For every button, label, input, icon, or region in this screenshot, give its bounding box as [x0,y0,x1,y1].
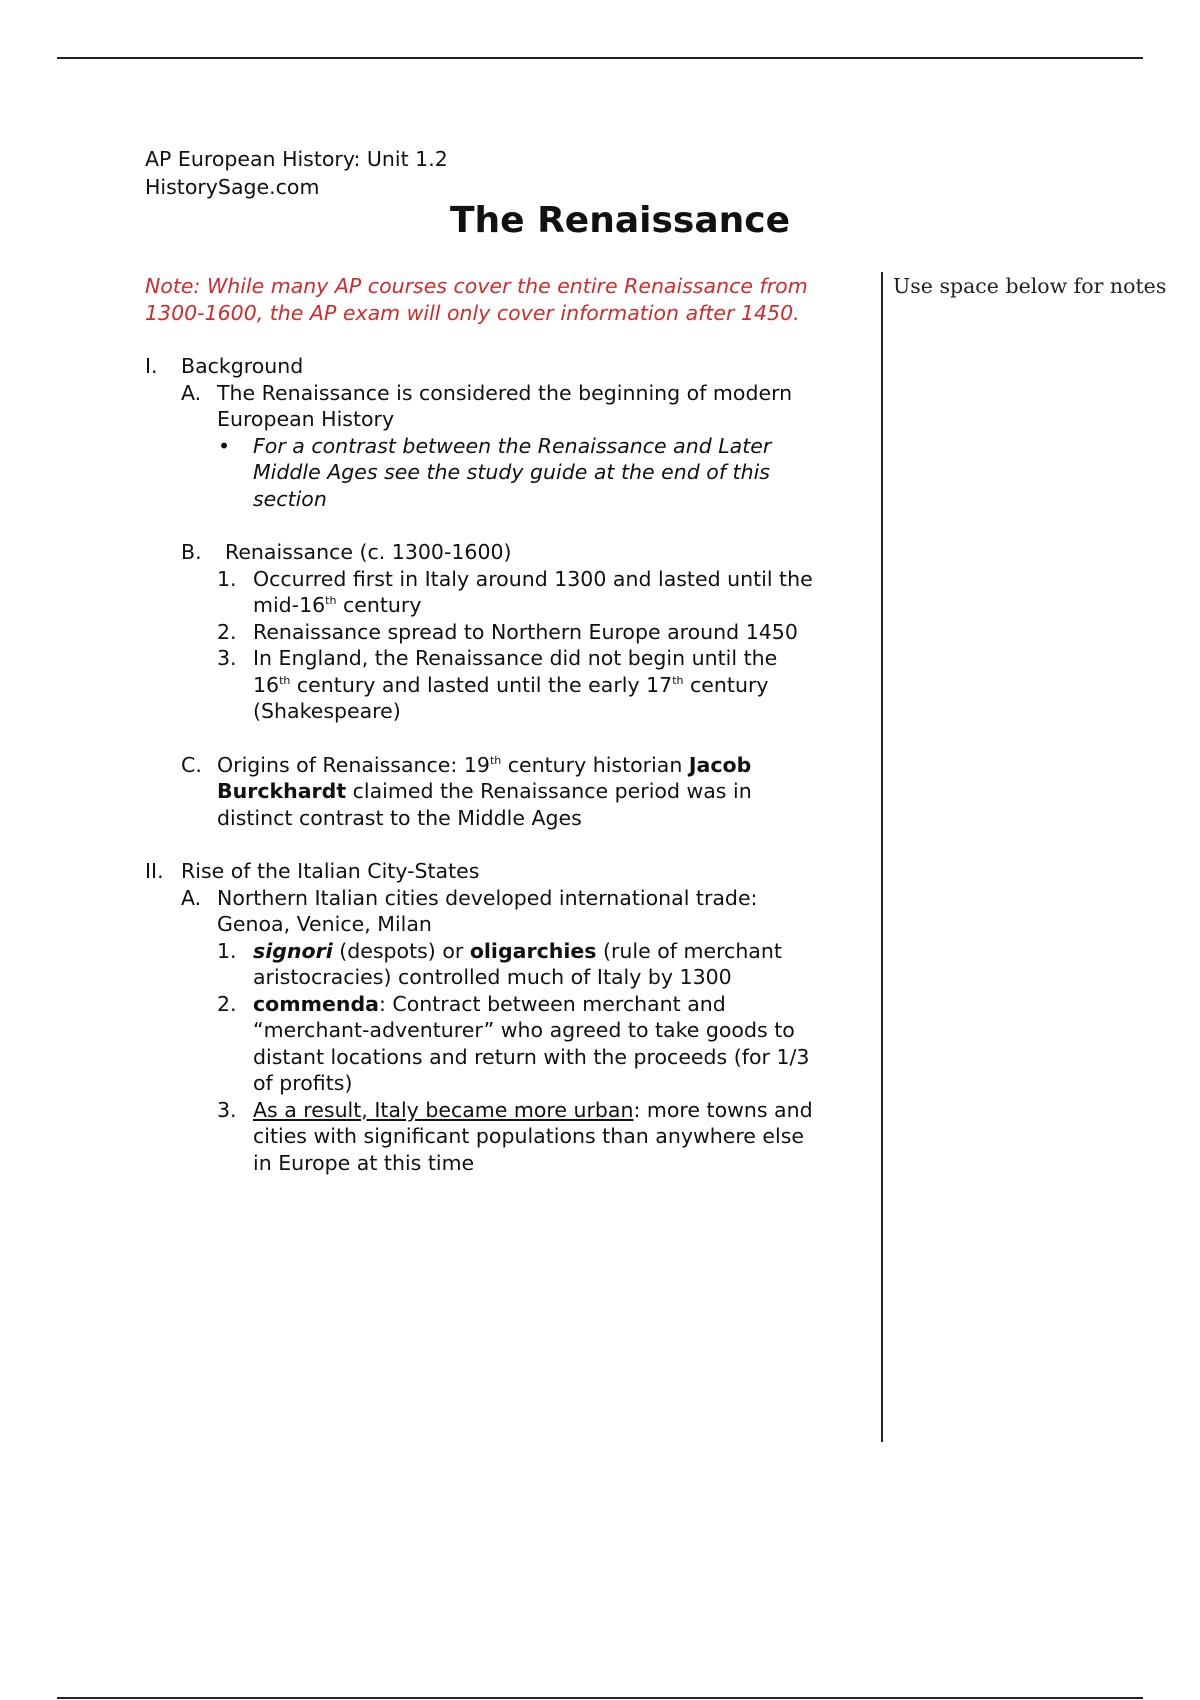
item-text: mid-16th century [253,593,422,617]
notes-divider [881,272,883,1442]
item-text: 16th century and lasted until the early 17th century [253,672,769,697]
outline-marker: I. [145,354,158,378]
item-text: European History [217,407,395,431]
item-text: Origins of Renaissance: 19th century historian Jacob [217,752,752,777]
item-text: section [253,486,327,511]
section-title: Background [181,354,304,378]
note-line: 1300-1600, the AP exam will only cover information after 1450. [145,300,800,325]
item-text: distinct contrast to the Middle Ages [217,805,582,830]
outline-item [145,380,873,407]
item-text: cities with significant populations than anywhere else [253,1124,805,1148]
item-text: “merchant-adventurer” who agreed to take goods to [253,1018,795,1042]
item-text: Northern Italian cities developed international trade: [217,885,758,910]
underlined-phrase: As a result, Italy became more urban [253,1097,634,1122]
numbered-item [145,938,873,965]
item-text: As a result, Italy became more urban: more towns and [253,1097,813,1122]
outline-marker: A. [181,380,202,405]
item-text: Genoa, Venice, Milan [217,912,432,936]
page-title: The Renaissance [449,200,791,241]
item-text: In England, the Renaissance did not begin until the [253,646,778,670]
outline-marker: 3. [217,646,237,670]
document-header [145,145,448,201]
numbered-item [145,645,873,672]
numbered-item [145,1097,873,1124]
outline-item [145,539,873,566]
section-heading [145,858,873,885]
item-text: Renaissance spread to Northern Europe around 1450 [253,619,798,644]
historian-name: Burckhardt [217,779,347,803]
note-line: Note: While many AP courses cover the entire Renaissance from [145,274,808,298]
outline-item [145,752,873,779]
bullet-icon: • [218,433,231,458]
item-text: Occurred first in Italy around 1300 and lasted until the [253,566,813,591]
outline-marker: A. [181,885,202,910]
bottom-rule [57,1697,1143,1699]
item-text: in Europe at this time [253,1150,475,1175]
outline-marker: 1. [217,938,237,963]
item-text: (Shakespeare) [253,699,401,723]
item-text: Renaissance (c. 1300-1600) [225,540,512,564]
item-text: aristocracies) controlled much of Italy by 1300 [253,965,732,989]
item-text: For a contrast between the Renaissance and Later [253,433,772,458]
bullet-item [145,433,873,460]
item-text: Middle Ages see the study guide at the end of this [253,460,770,484]
term: oligarchies [469,938,597,963]
top-rule [57,57,1143,59]
item-text: Burckhardt claimed the Renaissance period was in [217,779,752,803]
numbered-item [145,619,873,646]
item-text: The Renaissance is considered the beginning of modern [217,380,793,405]
item-text: of profits) [253,1071,353,1095]
item-text: distant locations and return with the proceeds (for 1/3 [253,1044,810,1069]
outline-marker: C. [181,752,202,777]
course-label: AP European History: Unit 1.2 [145,147,448,171]
section-title: Rise of the Italian City-States [181,859,480,883]
numbered-item [145,566,873,593]
term: commenda [253,991,379,1016]
item-text: commenda: Contract between merchant and [253,991,726,1016]
outline-marker: II. [145,859,164,883]
outline-marker: 3. [217,1097,237,1122]
outline-marker: 1. [217,566,237,591]
site-label: HistorySage.com [145,175,320,199]
exam-note [145,273,873,326]
outline-marker: B. [181,540,202,564]
item-text: signori (despots) or oligarchies (rule of merchant [253,938,782,963]
historian-name: Jacob [688,752,752,777]
notes-column-label: Use space below for notes [893,274,1167,298]
term: signori [253,938,333,963]
outline-marker: 2. [217,619,237,644]
outline-marker: 2. [217,991,237,1016]
numbered-item [145,991,873,1018]
outline-content [145,273,873,1176]
section-heading [145,353,873,380]
outline-item [145,885,873,912]
